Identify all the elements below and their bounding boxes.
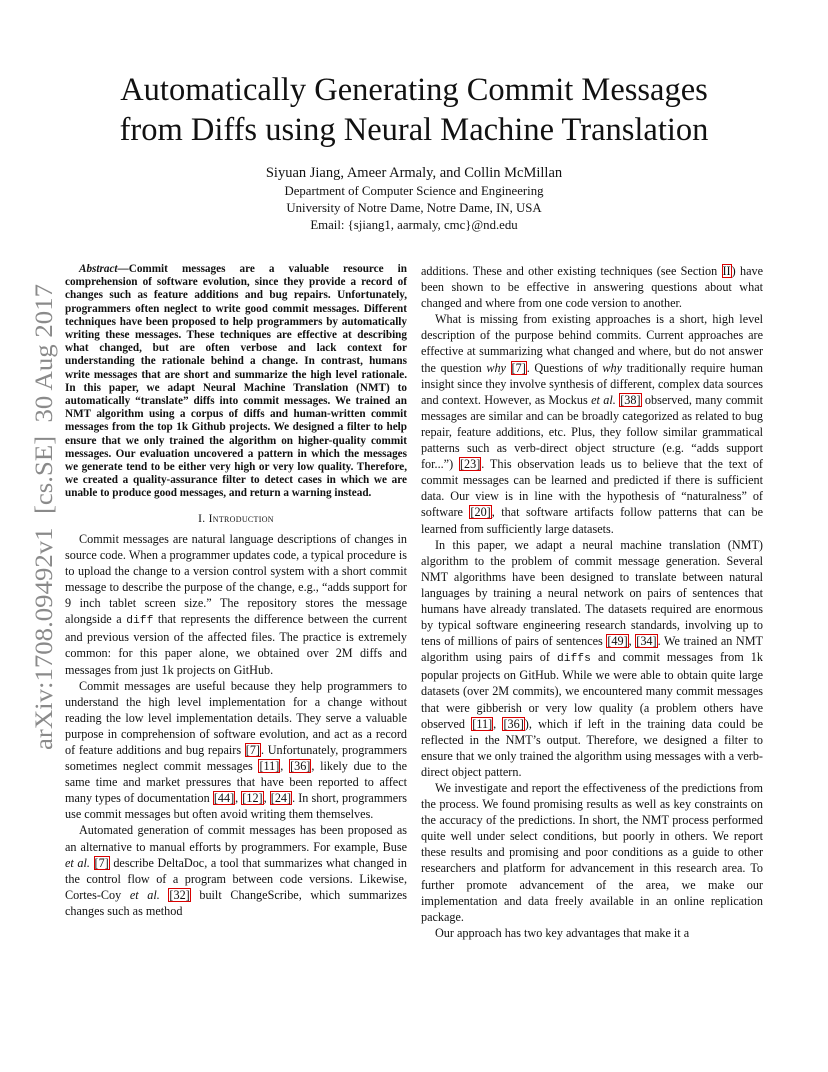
text-run: Commit messages are useful because they help programmers to understand the high level implementation for a change without reading the low level implementation details. They serve a valuable purpose in comprehension of software evolution, and act as a record of feature additions and bug repairs [65,678,407,757]
intro-paragraph-8: Our approach has two key advantages that make it a [435,925,690,940]
text-run: why [602,360,623,375]
text-run: . This observation leads us to believe that the text of commit messages can be learned and predicted if there is sufficient data. Our view is in line with the hypothesis of “naturalness” of software [421,457,763,520]
citation-link[interactable]: [38] [620,392,641,407]
abstract [65,263,407,501]
right-column [421,263,763,941]
text-run: , [263,791,270,806]
intro-paragraph-4 [421,263,763,311]
text-run: Commit messages are natural language descriptions of changes in source code. When a programmer updates code, a typical procedure is to upload the change to a version control system with a short commit message to describe the purpose of the change, e.g., “adds support for 9 inch tablet screen size.” The repository stores the message alongside a [65,531,407,627]
intro-paragraph-3 [65,822,407,919]
text-run: ) have been shown to be effective in answering questions about what changed and where from one code version to another. [421,264,763,311]
citation-link[interactable]: [24] [270,791,292,806]
text-run: traditionally require human insight since they involve synthesis of different, complex data sources and context. However, as Mockus [421,360,764,407]
code-term: diffs [556,653,591,666]
section-number: I. [198,512,206,525]
text-run: built ChangeScribe, which summarizes changes such as method [65,887,407,918]
text-run [90,856,94,870]
text-run: . Unfortunately, programmers sometimes neglect commit messages [65,742,407,774]
author-names: Siyuan Jiang, Ameer Armaly, and Collin McMillan [265,165,563,181]
citation-link[interactable]: [34] [636,634,657,649]
citation-link[interactable]: [36] [290,759,311,774]
citation-link[interactable]: [49] [607,634,628,649]
intro-paragraph-6 [421,537,763,780]
arxiv-identifier-text: arXiv:1708.09492v1 [cs.SE] 30 Aug 2017 [29,306,58,750]
text-run: , likely due to the same time and market pressures that have been reported to affect many types of documentation [65,759,407,806]
citation-link[interactable]: [7] [245,742,260,757]
citation-link[interactable]: [36] [503,716,524,731]
text-run: , [628,634,636,649]
text-run: , [493,716,503,731]
paper-title-line-1: Automatically Generating Commit Messages [120,72,708,108]
text-run: et al. [129,887,160,902]
text-run [506,361,511,375]
code-term: diff [126,615,154,628]
section-reference-link[interactable]: II [722,264,731,278]
intro-paragraph-2 [65,678,407,823]
text-run: additions. These and other existing techniques (see Section [421,264,722,278]
citation-link[interactable]: [7] [511,360,526,375]
text-run: et al. [591,392,616,407]
citation-link[interactable]: [11] [472,716,493,731]
citation-link[interactable]: [11] [259,759,280,774]
citation-link[interactable]: [20] [470,505,491,520]
text-run: , [280,759,290,774]
abstract-text: —Commit messages are a valuable resource in comprehension of software evolution, since they provide a record of changes such as feature additions and bug repairs. Unfortunately, programmers often neglect to write good commit messages. Different techniques have been proposed to help programmers by automatically writing these messages. These techniques are effective at describing what changed, but are often verbose and lack context for understanding the rationale behind a change. In contrast, humans write messages that are short and summarize the high level rationale. In this paper, we adapt Neural Machine Translation (NMT) to automatically “translate” diffs into commit messages. We trained an NMT algorithm using a corpus of diffs and human-written commit messages from the top 1k Github projects. We designed a filter to help ensure that we only trained the algorithm on higher-quality commit messages. Our evaluation uncovered a pattern in which the messages we generate tend to be either very high or very low quality. Therefore, we created a quality-assurance filter to detect cases in which we are unable to produce good messages, and return a warning instead. [65,263,407,500]
text-run: , that software artifacts follow patterns that can be learned from sufficiently large datasets. [421,505,763,536]
text-run: et al. [65,855,90,870]
paper-title-line-2: from Diffs using Neural Machine Translation [119,112,709,148]
text-run: Automated generation of commit messages has been proposed as an alternative to manual efforts by programmers. For example, Buse [65,823,407,854]
intro-paragraph-7: We investigate and report the effectiveness of the predictions from the process. We found promising results as well as key constraints on the accuracy of the predictions. In short, the NMT process performed quite well under select conditions, but poorly in others. We report these results and promising and poor conditions as a guide to other researchers and platform for advancement in this research area. To further promote advancement of the area, we make our implementation and data freely available in an online replication package. [421,781,763,924]
text-run: ), which if left in the training data could be reflected in the NMT’s output. Therefore, we designed a filter to ensure that we only trained the algorithm using messages with a verb-direct object pattern. [421,716,764,779]
text-run: , [235,791,242,806]
paper-title [60,70,768,150]
author-email: Email: {sjiang1, aarmaly, cmc}@nd.edu [310,218,518,232]
abstract-label: Abstract [79,263,118,275]
text-run: What is missing from existing approaches is a short, high level description of the purpose behind commits. Current approaches are effective at summarizing what changed and where, but do not answer the question [421,312,763,375]
text-run: In this paper, we adapt a neural machine translation (NMT) algorithm to the problem of commit message generation. Several NMT algorithms have been designed to translate between natural languages by training a neural network on pairs of sentences that humans have already translated. The datasets required are enormous by typical software engineering research standards, involving up to tens of millions of pairs of sentences [421,537,763,649]
text-run: . We trained an NMT algorithm using pairs of [421,634,763,665]
text-run: why [486,360,506,375]
citation-link[interactable]: [7] [94,855,109,870]
citation-link[interactable]: [32] [169,887,190,902]
text-run: . In short, programmers use commit messages but often avoid writing them themselves. [65,791,408,822]
citation-link[interactable]: [23] [459,457,481,472]
text-run: observed, many commit messages are similar and can be broadly categorized as related to bug repair, feature additions, etc. Plus, they follow similar grammatical patterns such as verb-direct object structure (e.g. “adds support for...”) [421,392,764,472]
citation-link[interactable]: [12] [242,791,263,806]
citation-link[interactable]: [44] [213,791,235,806]
text-run: that represents the difference between the current and previous version of the affected files. The practice is extremely common: for this paper alone, we obtained over 2M diffs and messages from just 1k projects on GitHub. [65,612,407,677]
intro-paragraph-1 [65,531,407,678]
text-run: describe DeltaDoc, a tool that summarizes what changed in the control flow of a program between code versions. Likewise, Cortes-Coy [65,855,408,902]
arxiv-identifier [12,282,62,752]
section-title: Introduction [208,512,274,525]
left-column [65,263,407,919]
affiliation-university: University of Notre Dame, Notre Dame, IN, USA [286,201,542,215]
text-run: . Questions of [526,360,603,375]
affiliation-department: Department of Computer Science and Engineering [284,184,544,198]
text-run: and commit messages from 1k popular projects on GitHub. While we were able to obtain quite large datasets (over 2M commits), we encountered many commit messages that were gibberish or very low quality (a problem others have observed [421,650,763,731]
author-block [100,164,728,234]
intro-paragraph-5 [421,311,763,536]
section-heading-introduction [65,511,407,527]
